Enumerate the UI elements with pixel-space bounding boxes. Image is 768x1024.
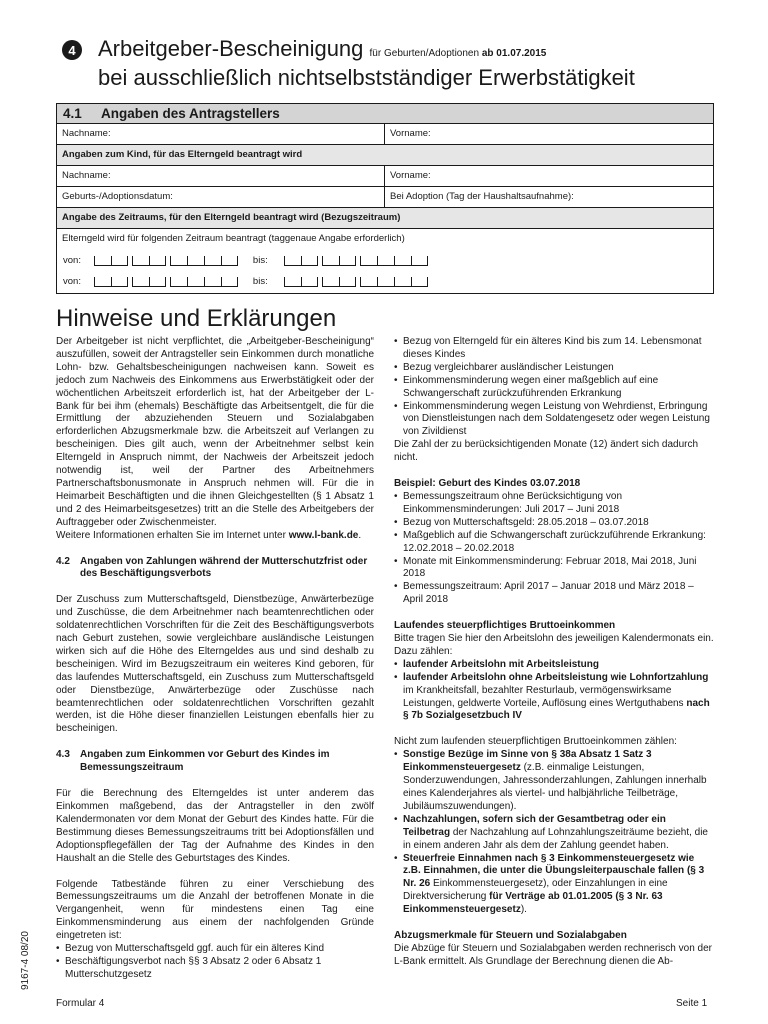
bis-label: bis: (252, 255, 268, 266)
shift-paragraph: Folgende Tatbestände führen zu einer Verschiebung des Bemessungszeitraums um die Anzahl der betroffenen Monate in die Vergangenheit, wenn für mindestens einen Tag eine Einkommensminderung aus einem der nachfolgenden Gründe eingetreten ist: (56, 878, 374, 942)
page-subtitle: bei ausschließlich nichtselbstständiger Erwerbstätigkeit (98, 65, 635, 90)
list-item: • Bezug vergleichbarer ausländischer Leistungen (394, 362, 714, 375)
page-title-note: für Geburten/Adoptionen ab 01.07.2015 (369, 48, 547, 59)
list-item: • Monate mit Einkommensminderung: Februar 2018, Mai 2018, Juni 2018 (394, 556, 714, 582)
shift-reasons-list-continued (394, 336, 714, 439)
list-item: • Einkommensminderung wegen einer maßgeblich auf eine Schwangerschaft zurückzuführenden Erkrankung (394, 375, 714, 401)
page-title-main: Arbeitgeber-Bescheinigung (98, 36, 364, 61)
list-item: • laufender Arbeitslohn ohne Arbeitsleistung wie Lohnfortzahlung im Krankheitsfall, bezahlter Resturlaub, vermögenswirksame Leistungen, geldwerte Vorteile, Auflösung eines Wertguthabens nach § 7b Sozialgesetzbuch IV (394, 672, 714, 724)
applicant-lastname-field[interactable]: Nachname: (62, 128, 111, 139)
deductions-heading: Abzugsmerkmale für Steuern und Sozialabgaben (394, 930, 627, 942)
list-item: • laufender Arbeitslohn mit Arbeitsleistung (394, 659, 714, 672)
excluded-income-list (394, 749, 714, 917)
applicant-firstname-field[interactable]: Vorname: (384, 124, 715, 144)
list-item: • Steuerfreie Einnahmen nach § 3 Einkommensteuergesetz wie z.B. Einnahmen, die unter die Übungsleiterpauschale fallen (§ 3 Nr. 26 Einkommensteuergesetz), oder Einzahlungen in eine Direktversicherung für Verträge ab 01.01.2005 (§ 3 Nr. 63 Einkommensteuergesetz). (394, 853, 714, 918)
section-4-3-text: Für die Berechnung des Elterngeldes ist unter anderem das Einkommen maßgebend, das der Antragsteller in den zwölf Kalendermonaten vor dem Monat der Geburt des Kindes hatte. Für die Bestimmung dieses Bemessungszeitraums tritt bei Adoptionsfällen und Adoptionspflegefällen der Tag der Aufnahme des Kindes in den Haushalt an die Stelle des Geburtstages des Kindes. (56, 788, 374, 864)
running-income-text: Bitte tragen Sie hier den Arbeitslohn des jeweiligen Kalendermonats ein. Dazu zählen: (394, 633, 714, 657)
example-list (394, 491, 714, 607)
list-item: • Maßgeblich auf die Schwangerschaft zurückzuführende Erkrankung: 12.02.2018 – 20.02.2018 (394, 530, 714, 556)
form-label: Formular 4 (56, 998, 105, 1009)
child-info-header: Angaben zum Kind, für das Elterngeld beantragt wird (57, 145, 713, 166)
von-label: von: (63, 276, 81, 287)
applicant-name-row (57, 124, 713, 145)
period-row-2 (63, 275, 428, 287)
hints-title: Hinweise und Erklärungen (56, 305, 337, 332)
list-item: • Nachzahlungen, sofern sich der Gesamtbetrag oder ein Teilbetrag der Nachzahlung auf Lohnzahlungszeiträume bezieht, die in einem anderen Jahr als dem der Zahlung geendet haben. (394, 814, 714, 853)
section-4-1-number: 4.1 (63, 106, 82, 121)
applicant-form (56, 103, 714, 294)
page-title (98, 36, 546, 62)
deductions-text: Die Abzüge für Steuern und Sozialabgaben werden rechnerisch von der L-Bank ermittelt. Als Grundlage der Berechnung dienen die Ab- (394, 942, 712, 967)
list-item: • Bezug von Mutterschaftsgeld: 28.05.2018 – 03.07.2018 (394, 517, 714, 530)
child-firstname-field[interactable]: Vorname: (384, 166, 715, 186)
adoption-date-field[interactable]: Bei Adoption (Tag der Haushaltsaufnahme): (384, 187, 715, 207)
hints-left-column (56, 336, 374, 982)
von-date-input[interactable] (94, 254, 238, 266)
bis-label: bis: (252, 276, 268, 287)
section-4-1-title: Angaben des Antragstellers (101, 106, 280, 121)
bis-date-input[interactable] (284, 275, 428, 287)
child-lastname-field[interactable]: Nachname: (62, 170, 111, 181)
months-note: Die Zahl der zu berücksichtigenden Monate (12) ändert sich dadurch nicht. (394, 439, 699, 464)
list-item: • Beschäftigungsverbot nach §§ 3 Absatz 2 oder 6 Absatz 1 Mutterschutzgesetz (56, 956, 374, 982)
period-header: Angabe des Zeitraums, für den Elterngeld beantragt wird (Bezugszeitraum) (57, 208, 713, 229)
lbank-link[interactable]: www.l-bank.de (288, 529, 359, 541)
birth-date-field[interactable]: Geburts-/Adoptionsdatum: (62, 191, 173, 202)
von-label: von: (63, 255, 81, 266)
shift-reasons-list (56, 943, 374, 982)
intro-paragraph: Der Arbeitgeber ist nicht verpflichtet, die „Arbeitgeber-Bescheinigung“ auszufüllen, soweit der Antragsteller sein Einkommen durch monatliche Lohn- bzw. Gehaltsbescheinigungen nachweisen kann. Soweit es jedoch zum Nachweis des Einkommens aus Erwerbstätigkeit oder der wöchentlichen Arbeitszeit erforderlich ist, hat der Arbeitgeber der L-Bank für bei ihm (ehemals) Beschäftigte das Arbeitsentgelt, die für die Ermittlung der abzuziehenden Steuern und Sozialabgaben erforderlichen Abzugsmerkmale bzw. die Arbeitszeit auf Verlangen zu bescheinigen. Dies gilt auch, wenn der Arbeitnehmer selbst kein Elterngeld in Anspruch nimmt, der Nachweis der Arbeitszeit jedoch notwendig ist, weil der Partner des Arbeitnehmers Partnerschaftsbonusmonate in Anspruch nehmen will. Für die in Heimarbeit Beschäftigten und die ihnen Gleichgestellten (§ 1 Absatz 1 und 2 des Heimarbeitsgesetzes) tritt an die Stelle des Arbeitgebers der Auftraggeber oder Zwischenmeister. (56, 336, 374, 528)
section-4-3-heading: 4.3 Angaben zum Einkommen vor Geburt des Kindes im Bemessungszeitraum (56, 749, 330, 774)
running-income-heading: Laufendes steuerpflichtiges Bruttoeinkommen (394, 620, 616, 632)
period-instruction: Elterngeld wird für folgenden Zeitraum beantragt (taggenaue Angabe erforderlich) (62, 233, 405, 244)
excluded-income-text: Nicht zum laufenden steuerpflichtigen Bruttoeinkommen zählen: (394, 736, 677, 748)
example-heading: Beispiel: Geburt des Kindes 03.07.2018 (394, 478, 581, 490)
period-row-1 (63, 254, 428, 266)
list-item: • Bemessungszeitraum: April 2017 – Januar 2018 und März 2018 – April 2018 (394, 581, 714, 607)
hints-right-column (394, 336, 714, 969)
von-date-input[interactable] (94, 275, 238, 287)
child-name-row (57, 166, 713, 187)
bis-date-input[interactable] (284, 254, 428, 266)
list-item: • Bezug von Elterngeld für ein älteres Kind bis zum 14. Lebensmonat dieses Kindes (394, 336, 714, 362)
list-item: • Bezug von Mutterschaftsgeld ggf. auch für ein älteres Kind (56, 943, 374, 956)
list-item: • Bemessungszeitraum ohne Berücksichtigung von Einkommensminderungen: Juli 2017 – Juni 2018 (394, 491, 714, 517)
form-code: 9167-4 08/20 (20, 931, 31, 990)
period-section (57, 229, 713, 295)
section-4-2-heading: 4.2 Angaben von Zahlungen während der Mutterschutzfrist oder des Beschäftigungsverbots (56, 555, 368, 580)
page-number: Seite 1 (676, 998, 708, 1009)
child-date-row (57, 187, 713, 208)
running-income-list (394, 659, 714, 724)
further-info: Weitere Informationen erhalten Sie im Internet unter www.l-bank.de. (56, 529, 362, 541)
section-number-badge: 4 (62, 40, 82, 60)
list-item: • Sonstige Bezüge im Sinne von § 38a Absatz 1 Satz 3 Einkommensteuergesetz (z.B. einmalige Leistungen, Sonderzuwendungen, Jahressonderzahlungen, Zahlungen innerhalb eines Kalenderjahres als viertel- und halbjährliche Teilbeträge, Jubiläumszuwendungen). (394, 749, 714, 814)
section-4-2-text: Der Zuschuss zum Mutterschaftsgeld, Dienstbezüge, Anwärterbezüge und Zuschüsse, die dem Arbeitnehmer nach beamtenrechtlichen oder soldatenrechtlichen Vorschriften für die Zeit des Beschäftigungsverbots nach Geburt zustehen, sowie vergleichbare ausländische Leistungen wirken sich auf die Höhe des Elterngeldes aus und sind deshalb zu bescheinigen. Wird im Bezugszeitraum ein weiteres Kind geboren, für das laufendes Mutterschaftsgeld, ein Zuschuss zum Mutterschaftsgeld oder Dienstbezüge, Anwärterbezüge oder Zuschüsse nach beamtenrechtlichen oder soldatenrechtlichen Vorschriften gezahlt werden, ist die Höhe dieser finanziellen Leistungen ebenfalls hier zu bescheinigen. (56, 594, 374, 735)
list-item: • Einkommensminderung wegen Leistung von Wehrdienst, Erbringung von Dienstleistungen nach dem Soldatengesetz oder wegen Leistung von Zivildienst (394, 401, 714, 440)
section-4-1-header (57, 104, 713, 124)
